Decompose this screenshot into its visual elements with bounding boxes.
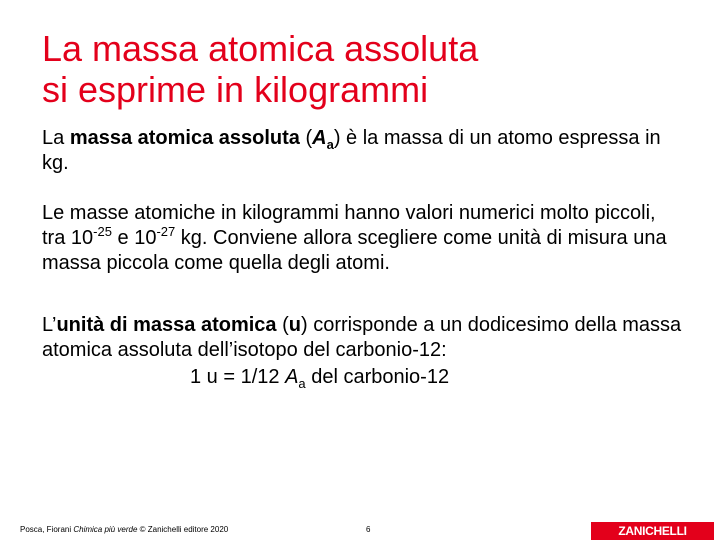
p3-term: unità di massa atomica (56, 314, 277, 336)
p1-symbol-sub: a (326, 137, 334, 152)
paragraph-definition (42, 126, 682, 176)
footer (0, 522, 720, 540)
formula (42, 365, 682, 390)
slide-body (42, 126, 682, 390)
p1-text-3: ) è la massa di un atomo espressa in kg. (42, 127, 661, 174)
p3-text-1: L’ (42, 314, 57, 336)
p1-text-2: ( (299, 127, 313, 149)
paragraph-values (42, 201, 682, 276)
p1-text-1: La (42, 127, 70, 149)
formula-symbol-sub: a (298, 376, 306, 391)
p3-unit-symbol: u (288, 314, 301, 336)
publisher-logo: ZANICHELLI (591, 522, 714, 540)
credit-authors: Posca, Fiorani (20, 525, 74, 534)
credit-publisher: © Zanichelli editore 2020 (137, 525, 229, 534)
paragraph-atomic-mass-unit (42, 313, 682, 363)
p1-term: massa atomica assoluta (69, 127, 300, 149)
title-line-1: La massa atomica assoluta (42, 28, 479, 69)
p3-text-2: ( (276, 314, 289, 336)
formula-symbol-A: A (285, 366, 299, 388)
formula-text-2: del carbonio-12 (305, 366, 450, 388)
p2-text-1: Le masse atomiche in kilogrammi hanno valori numerici molto piccoli, tra 10 (42, 202, 656, 249)
p3-text-3: ) corrisponde a un dodicesimo della massa atomica assoluta dell’isotopo del carbonio-12: (42, 314, 682, 361)
p1-symbol-A: A (312, 127, 327, 149)
p2-text-2: e 10 (111, 227, 157, 249)
credit-book-title: Chimica più verde (73, 525, 138, 534)
page-number: 6 (366, 525, 371, 534)
p2-exponent-1: -25 (93, 224, 112, 239)
footer-credit (20, 524, 228, 536)
title-line-2: si esprime in kilogrammi (42, 69, 429, 110)
slide-title (42, 28, 682, 110)
p2-exponent-2: -27 (156, 224, 176, 239)
p2-text-3: kg. Conviene allora scegliere come unità di misura una massa piccola come quella degli atomi. (42, 227, 667, 274)
formula-text-1: 1 u = 1/12 (190, 366, 286, 388)
